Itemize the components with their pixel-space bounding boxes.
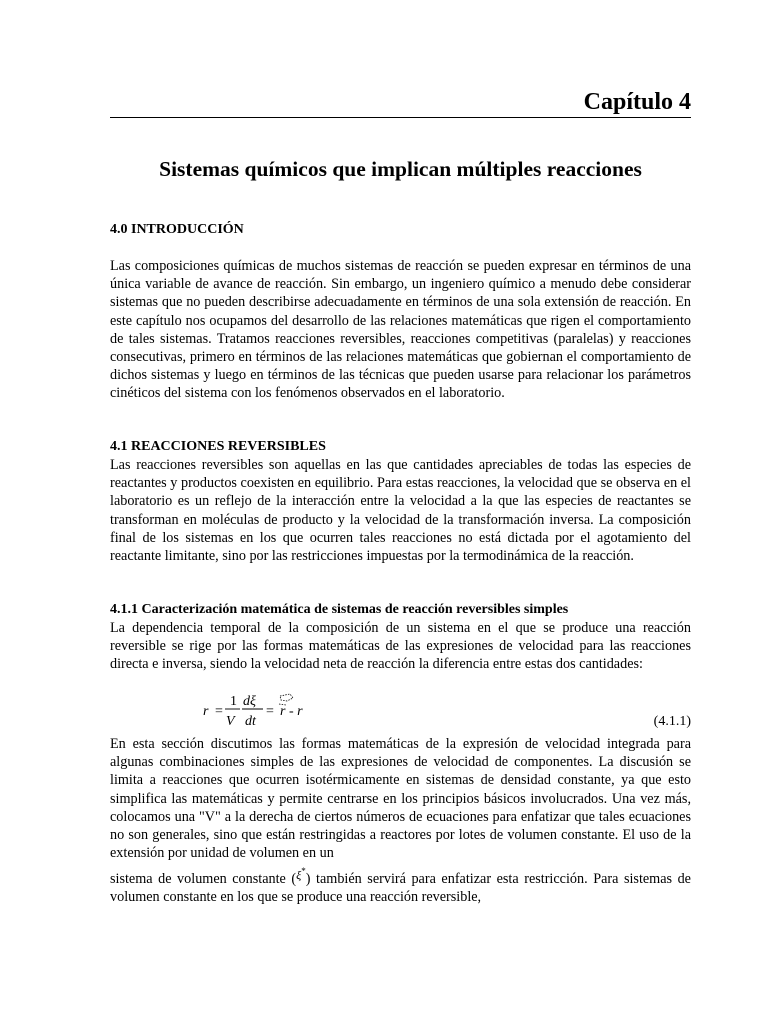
eq-lhs: r (203, 704, 209, 719)
chapter-label: Capítulo 4 (583, 89, 691, 115)
para3-before: sistema de volumen constante ( (110, 871, 297, 887)
intro-paragraph: Las composiciones químicas de muchos sistemas de reacción se pueden expresar en términos de una única variable de avance de reacción. Sin embargo, un ingeniero químico a menudo debe considerar sistemas que no pueden describirse adecuadamente en términos de una sola extensión de reacción. En este capítulo nos ocupamos del desarrollo de las relaciones matemáticas que rigen el comportamiento de tales sistemas. Tratamos reacciones reversibles, reacciones competitivas (paralelas) y reacciones consecutivas, primero en términos de las relaciones matemáticas que gobiernan el comportamiento de dichos sistemas y luego en términos de las técnicas que pueden usarse para relacionar los parámetros cinéticos del sistema con los fenómenos observados en el laboratorio. (110, 258, 691, 402)
eq-frac2-den: dt (245, 714, 256, 728)
chapter-rule (110, 117, 691, 118)
eq-frac2-num: dξ (243, 694, 256, 709)
eq-frac1-num: 1 (230, 694, 237, 709)
equation-number: (4.1.1) (653, 714, 691, 729)
eq-frac1-den: V (226, 714, 235, 728)
eq-rhs: r - r (280, 704, 303, 719)
rate-equation-graphic (200, 690, 340, 728)
xi-symbol: ξ (296, 868, 302, 882)
characterization-paragraph-3 (110, 862, 691, 906)
rate-equation (200, 690, 691, 728)
eq-sign-2: = (266, 704, 274, 719)
section-heading-reversible: 4.1 REACCIONES REVERSIBLES (110, 439, 326, 454)
characterization-paragraph-1: La dependencia temporal de la composición de un sistema en el que se produce una reacción reversible se rige por las formas matemáticas de las expresiones de velocidad para las reacciones directa e inversa, siendo la velocidad neta de reacción la diferencia entre estas dos cantidades: (110, 620, 691, 673)
chapter-title: Sistemas químicos que implican múltiples reacciones (159, 157, 642, 181)
characterization-paragraph-2: En esta sección discutimos las formas matemáticas de la expresión de velocidad integrada para algunas combinaciones simples de las expresiones de velocidad de componentes. La discusión se limita a reacciones que ocurren isotérmicamente en sistemas de densidad constante, ya que esto simplifica las matemáticas y permite centrarse en los principios básicos involucrados. Una vez más, colocamos una "V" a la derecha de ciertos números de ecuaciones para enfatizar que tales ecuaciones no son generales, sino que están restringidas a reactores por lotes de volumen constante. El uso de la extensión por unidad de volumen en un (110, 736, 691, 862)
xi-star-symbol (296, 868, 306, 882)
star-symbol: * (301, 866, 306, 876)
reversible-paragraph: Las reacciones reversibles son aquellas en las que cantidades apreciables de todas las especies de reactantes y productos coexisten en equilibrio. Para estas reacciones, la velocidad que se observa en el laboratorio es un reflejo de la interacción entre la velocidad a la que las especies de reactantes se transforman en moléculas de producto y la velocidad de la transformación inversa. La composición final de los sistemas en los que ocurren tales reacciones no está dictada por el agotamiento del reactante limitante, sino por las restricciones impuestas por la termodinámica de la reacción. (110, 457, 691, 565)
section-heading-intro: 4.0 INTRODUCCIÓN (110, 222, 244, 237)
section-heading-characterization: 4.1.1 Caracterización matemática de sistemas de reacción reversibles simples (110, 602, 569, 617)
eq-sign-1: = (215, 704, 223, 719)
para3-after: ) también servirá para enfatizar esta restricción. Para sistemas de volumen constante en los que se produce una reacción reversible, (110, 871, 691, 906)
